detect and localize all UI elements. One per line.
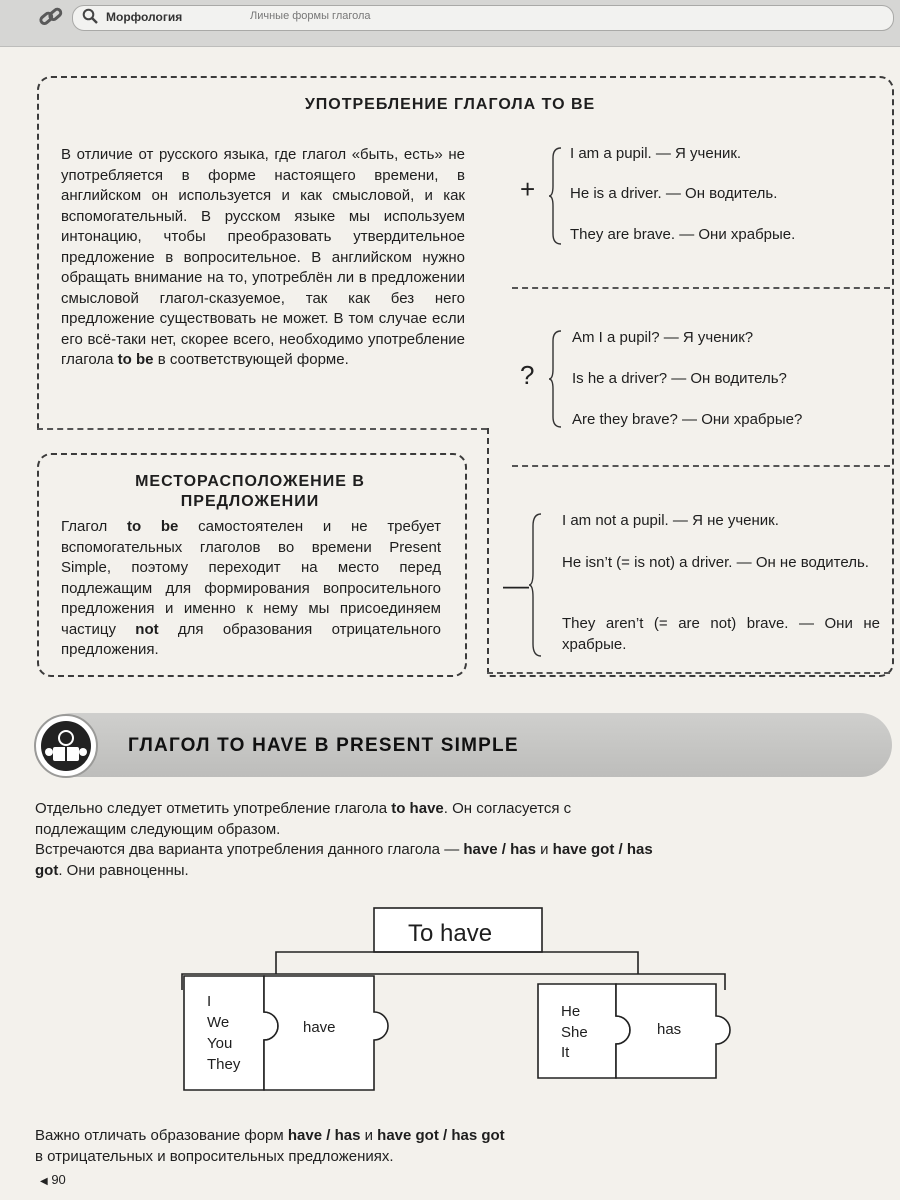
left-verb: have <box>303 1019 336 1036</box>
divider <box>487 672 890 674</box>
example-question: Is he a driver? — Он водитель? <box>572 370 787 387</box>
breadcrumb[interactable]: Морфология <box>106 10 183 24</box>
arrow-left-icon: ◀ <box>40 1176 48 1187</box>
location-text: Глагол to be самостоятелен и не требует вспомогательных глаголов во времени Present Simple, поэтому переходит на место перед подлежащим для формирования вопросительного предложения и именно к нему мы присоединяем частицу not для образования отрицательного предложения. <box>61 518 442 658</box>
reader-icon <box>34 714 98 778</box>
left-pronouns: I We You They <box>207 993 241 1073</box>
example-negative: I am not a pupil. — Я не ученик. <box>562 512 779 529</box>
root-label: To have <box>408 920 493 947</box>
brace-icon <box>548 146 562 251</box>
example-positive: They are brave. — Они храбрые. <box>570 226 796 243</box>
banner-title: ГЛАГОЛ TO HAVE В PRESENT SIMPLE <box>128 735 519 756</box>
sub-breadcrumb[interactable]: Личные формы глагола <box>250 10 371 22</box>
outro-text: Важно отличать образование форм have / has и have got / has got в отрицательных и вопросительных предложениях. <box>35 1127 505 1165</box>
divider <box>37 428 487 430</box>
connector <box>276 952 638 974</box>
example-negative: They aren’t (= are not) brave. — Они не храбрые. <box>562 615 880 653</box>
search-icon[interactable] <box>82 8 98 24</box>
breadcrumb-bar[interactable] <box>72 5 894 31</box>
example-positive: He is a driver. — Он водитель. <box>570 185 778 202</box>
location-title: МЕСТОРАСПОЛОЖЕНИЕ В ПРЕДЛОЖЕНИИ <box>135 473 365 510</box>
example-positive: I am a pupil. — Я ученик. <box>570 145 742 162</box>
minus-sign: — <box>503 570 529 600</box>
brace-icon <box>528 512 542 663</box>
section-title: УПОТРЕБЛЕНИЕ ГЛАГОЛА TO BE <box>304 96 596 113</box>
intro-text: Отдельно следует отметить употребление глагола to have. Он согласуется с подлежащим следующим образом. Встречаются два варианта употребления данного глагола — have / has и have got / has got. Они равноценны. <box>35 800 653 879</box>
link-icon <box>38 6 64 34</box>
divider <box>487 428 489 674</box>
divider <box>512 465 890 467</box>
example-question: Are they brave? — Они храбрые? <box>572 411 803 428</box>
page-number: ◀ 90 <box>40 1172 66 1187</box>
to-be-explanation: В отличие от русского языка, где глагол «быть, есть» не употребляется в форме настоящего времени, в английском он используется и как смысловой, и как вспомогательный. В русском языке мы используем интонацию, чтобы преобразовать утвердительное предложение в вопросительное. В английском нужно обращать внимание на то, употреблён ли в предложении смысловой глагол-сказуемое, так как без него предложение существовать не может. В том случае если его всё-таки нет, скорее всего, необходимо употребление глагола to be в соответствующей форме. <box>61 146 465 368</box>
plus-sign: + <box>520 174 536 204</box>
right-verb: has <box>657 1021 682 1038</box>
example-question: Am I a pupil? — Я ученик? <box>572 329 754 346</box>
brace-icon <box>548 329 562 434</box>
divider <box>512 287 890 289</box>
example-negative: He isn’t (= is not) a driver. — Он не водитель. <box>562 554 869 571</box>
right-pronouns: He She It <box>561 1003 588 1061</box>
question-sign: ? <box>520 360 535 390</box>
